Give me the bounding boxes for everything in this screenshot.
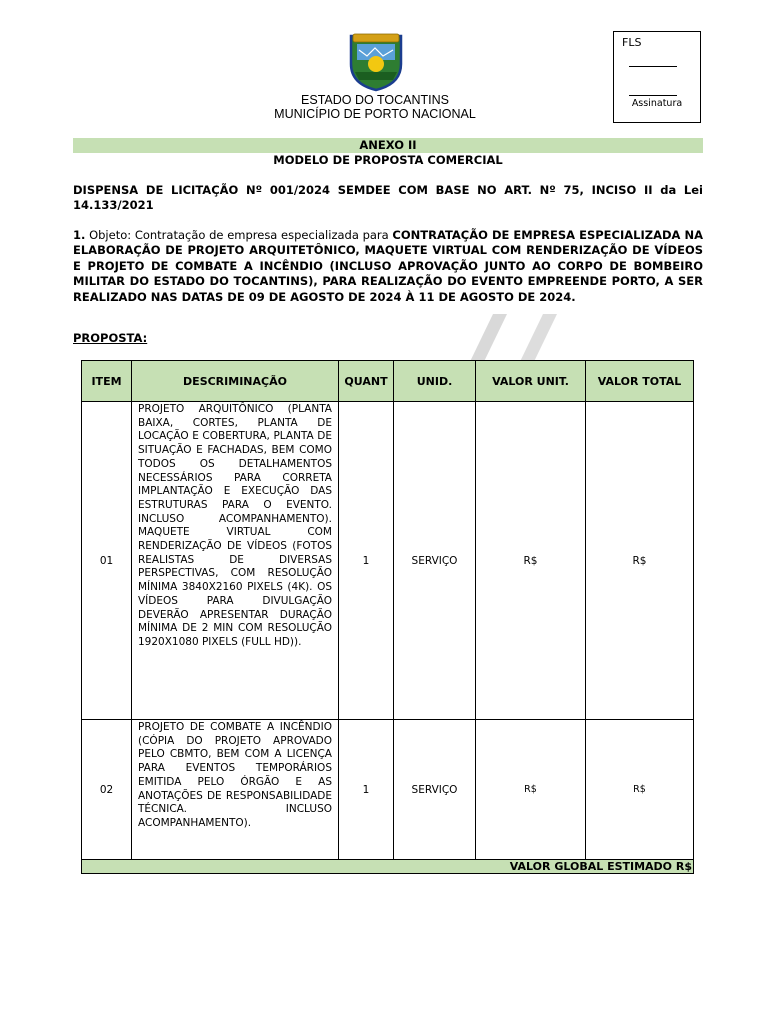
annex-subtitle: MODELO DE PROPOSTA COMERCIAL — [273, 153, 503, 167]
annex-title: ANEXO II — [73, 138, 703, 153]
column-header-total-value: VALOR TOTAL — [586, 361, 694, 402]
item-unit: SERVIÇO — [394, 402, 476, 720]
total-row — [82, 860, 694, 874]
fls-stamp-box — [613, 31, 701, 123]
objeto-description: CONTRATAÇÃO DE EMPRESA ESPECIALIZADA NA ELABORAÇÃO DE PROJETO ARQUITETÔNICO, MAQUETE VIRTUAL COM RENDERIZAÇÃO DE VÍDEOS E PROJETO DE COMBATE A INCÊNDIO (INCLUSO APROVAÇÃO JUNTO AO CORPO DE BOMBEIRO MILITAR DO ESTADO DO TOCANTINS), PARA REALIZAÇÃO DO EVENTO EMPREENDE PORTO, A SER REALIZADO NAS DATAS DE 09 DE AGOSTO DE 2024 À 11 DE AGOSTO DE 2024. — [73, 228, 703, 304]
item-unit-value: R$ — [476, 402, 586, 720]
item-total-value: R$ — [586, 402, 694, 720]
table-row — [82, 720, 694, 860]
fls-label: FLS — [622, 36, 642, 49]
item-description: PROJETO DE COMBATE A INCÊNDIO (CÓPIA DO PROJETO APROVADO PELO CBMTO, BEM COM A LICENÇA PARA EVENTOS TEMPORÁRIOS EMITIDA PELO ÓRGÃO E AS ANOTAÇÕES DE RESPONSABILIDADE TÉCNICA. INCLUSO ACOMPANHAMENTO). — [132, 720, 339, 860]
item-number: 02 — [82, 720, 132, 860]
item-description: PROJETO ARQUITÔNICO (PLANTA BAIXA, CORTES, PLANTA DE LOCAÇÃO E COBERTURA, PLANTA DE SITUAÇÃO E FACHADAS, BEM COMO TODOS OS DETALHAMENTOS NECESSÁRIOS PARA CORRETA IMPLANTAÇÃO E EXECUÇÃO DAS ESTRUTURAS PARA O EVENTO. INCLUSO ACOMPANHAMENTO). MAQUETE VIRTUAL COM RENDERIZAÇÃO DE VÍDEOS (FOTOS REALISTAS DE DIVERSAS PERSPECTIVAS, COM RESOLUÇÃO MÍNIMA 3840X2160 PIXELS (4K). OS VÍDEOS PARA DIVULGAÇÃO DEVERÃO APRESENTAR DURAÇÃO MÍNIMA DE 2 MIN COM RESOLUÇÃO 1920X1080 PIXELS (FULL HD)). — [132, 402, 339, 720]
column-header-unit: UNID. — [394, 361, 476, 402]
proposta-label: PROPOSTA: — [73, 331, 148, 345]
fls-number-line — [629, 66, 677, 67]
item-number: 01 — [82, 402, 132, 720]
column-header-quantity: QUANT — [339, 361, 394, 402]
objeto-lead: Objeto: Contratação de empresa especializada para — [89, 228, 389, 242]
objeto-number: 1. — [73, 228, 86, 242]
signature-label: Assinatura — [631, 98, 683, 109]
global-value-label: VALOR GLOBAL ESTIMADO R$ — [82, 860, 694, 874]
table-header-row — [82, 361, 694, 402]
objeto-paragraph — [73, 228, 703, 305]
item-unit-value: R$ — [476, 720, 586, 860]
state-name: ESTADO DO TOCANTINS — [301, 93, 449, 107]
signature-line — [629, 95, 677, 96]
proposal-table — [81, 360, 694, 874]
column-header-description: DESCRIMINAÇÃO — [132, 361, 339, 402]
item-quantity: 1 — [339, 402, 394, 720]
municipality-name: MUNICÍPIO DE PORTO NACIONAL — [274, 107, 476, 121]
document-header — [220, 93, 530, 121]
municipal-crest-logo — [345, 30, 407, 92]
item-unit: SERVIÇO — [394, 720, 476, 860]
table-row — [82, 402, 694, 720]
column-header-item: ITEM — [82, 361, 132, 402]
item-quantity: 1 — [339, 720, 394, 860]
dispensa-heading: DISPENSA DE LICITAÇÃO Nº 001/2024 SEMDEE COM BASE NO ART. Nº 75, INCISO II da Lei 14.133/2021 — [73, 183, 703, 213]
item-total-value: R$ — [586, 720, 694, 860]
column-header-unit-value: VALOR UNIT. — [476, 361, 586, 402]
